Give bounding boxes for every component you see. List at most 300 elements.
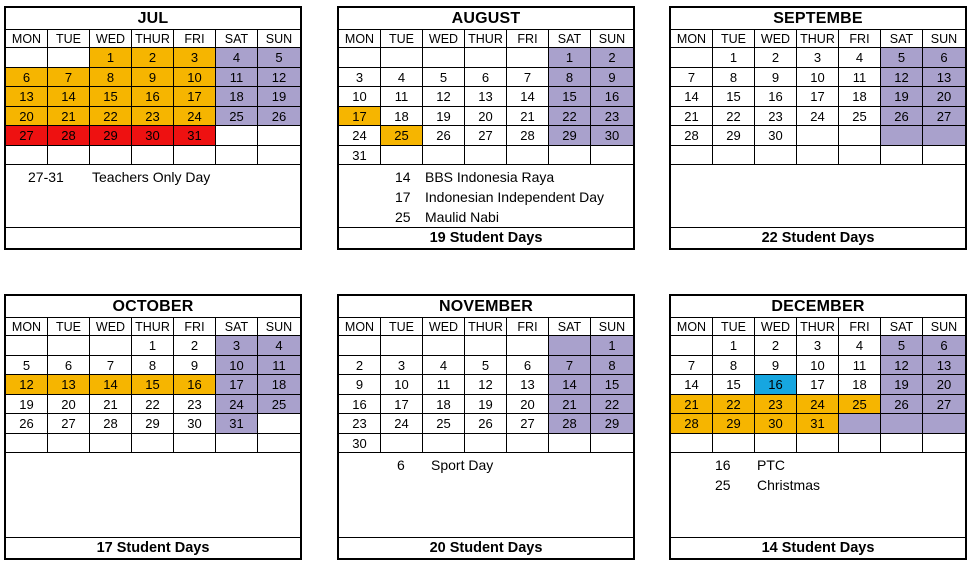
day-header: WED [90, 318, 132, 336]
day-cell: 8 [713, 68, 755, 88]
day-cell [381, 146, 423, 166]
day-cell: 31 [797, 414, 839, 434]
day-header: TUE [713, 30, 755, 48]
day-cell: 28 [549, 414, 591, 434]
note-item [715, 457, 785, 473]
day-cell [465, 146, 507, 166]
day-cell: 1 [549, 48, 591, 68]
day-cell: 11 [258, 356, 300, 376]
note-text: Teachers Only Day [92, 169, 211, 185]
day-cell [465, 48, 507, 68]
day-cell: 16 [339, 395, 381, 415]
day-cell: 26 [881, 395, 923, 415]
note-date: 14 [395, 169, 411, 185]
day-cell [48, 146, 90, 166]
day-cell: 22 [90, 107, 132, 127]
day-cell: 20 [465, 107, 507, 127]
day-cell: 27 [465, 126, 507, 146]
day-header: TUE [381, 30, 423, 48]
day-cell: 28 [671, 126, 713, 146]
day-cell [923, 434, 965, 454]
day-header: TUE [381, 318, 423, 336]
day-header: SAT [216, 30, 258, 48]
day-cell: 20 [507, 395, 549, 415]
note-date: 6 [397, 457, 405, 473]
note-date: 25 [395, 209, 411, 225]
day-cell: 10 [339, 87, 381, 107]
day-cell: 9 [174, 356, 216, 376]
day-cell [923, 414, 965, 434]
day-cell: 22 [713, 395, 755, 415]
day-cell: 14 [671, 87, 713, 107]
day-cell: 25 [216, 107, 258, 127]
day-header: TUE [48, 318, 90, 336]
day-cell: 5 [423, 68, 465, 88]
day-cell: 18 [839, 87, 881, 107]
day-cell: 15 [591, 375, 633, 395]
day-cell [132, 146, 174, 166]
day-cell: 22 [132, 395, 174, 415]
day-header: FRI [839, 30, 881, 48]
day-cell: 9 [755, 68, 797, 88]
day-cell [339, 336, 381, 356]
day-header: TUE [48, 30, 90, 48]
day-cell: 20 [923, 87, 965, 107]
day-cell: 10 [797, 68, 839, 88]
day-header: SUN [591, 30, 633, 48]
day-header: THUR [465, 318, 507, 336]
day-cell [671, 336, 713, 356]
day-cell [90, 434, 132, 454]
note-date: 27-31 [28, 169, 64, 185]
day-cell [671, 48, 713, 68]
day-header: MON [671, 318, 713, 336]
day-cell: 8 [132, 356, 174, 376]
day-cell [881, 414, 923, 434]
day-cell: 25 [839, 107, 881, 127]
month-grid [671, 318, 965, 453]
day-cell: 12 [258, 68, 300, 88]
month-grid [6, 30, 300, 165]
day-cell: 13 [465, 87, 507, 107]
day-header: MON [671, 30, 713, 48]
day-cell: 29 [90, 126, 132, 146]
day-cell [839, 434, 881, 454]
day-cell [839, 414, 881, 434]
note-text: Maulid Nabi [425, 209, 499, 225]
day-cell [465, 434, 507, 454]
day-cell: 17 [381, 395, 423, 415]
day-cell: 28 [48, 126, 90, 146]
note-date: 16 [715, 457, 731, 473]
day-cell: 16 [174, 375, 216, 395]
day-cell: 9 [755, 356, 797, 376]
day-cell [258, 414, 300, 434]
day-cell [216, 126, 258, 146]
day-cell: 19 [881, 375, 923, 395]
day-cell [48, 48, 90, 68]
note-text: PTC [757, 457, 785, 473]
day-header: FRI [839, 318, 881, 336]
day-cell [465, 336, 507, 356]
day-cell: 12 [881, 68, 923, 88]
note-item [715, 477, 820, 493]
day-cell [174, 146, 216, 166]
day-cell: 13 [507, 375, 549, 395]
day-cell [507, 48, 549, 68]
day-cell: 5 [258, 48, 300, 68]
day-cell: 22 [549, 107, 591, 127]
note-item [395, 209, 499, 225]
day-cell: 25 [258, 395, 300, 415]
day-cell [258, 126, 300, 146]
day-cell [713, 434, 755, 454]
day-cell [423, 48, 465, 68]
day-cell [591, 146, 633, 166]
day-cell [423, 434, 465, 454]
day-cell: 14 [48, 87, 90, 107]
day-header: WED [90, 30, 132, 48]
student-days-footer: 22 Student Days [761, 230, 875, 246]
day-cell: 11 [839, 68, 881, 88]
day-cell: 8 [549, 68, 591, 88]
day-cell [6, 48, 48, 68]
day-cell: 26 [465, 414, 507, 434]
day-cell: 5 [881, 48, 923, 68]
day-cell: 23 [339, 414, 381, 434]
day-cell: 18 [423, 395, 465, 415]
day-cell [591, 434, 633, 454]
day-cell: 15 [713, 375, 755, 395]
month-5 [337, 294, 635, 560]
day-cell: 8 [90, 68, 132, 88]
day-cell: 17 [339, 107, 381, 127]
day-cell [216, 146, 258, 166]
day-cell: 10 [381, 375, 423, 395]
day-cell: 24 [216, 395, 258, 415]
day-cell [48, 336, 90, 356]
day-cell: 5 [6, 356, 48, 376]
month-grid [671, 30, 965, 165]
day-cell: 10 [216, 356, 258, 376]
day-cell [381, 336, 423, 356]
note-text: BBS Indonesia Raya [425, 169, 555, 185]
day-cell: 26 [881, 107, 923, 127]
day-header: THUR [132, 318, 174, 336]
day-header: THUR [797, 318, 839, 336]
day-cell: 6 [48, 356, 90, 376]
day-header: SAT [881, 318, 923, 336]
day-cell: 29 [549, 126, 591, 146]
month-title: DECEMBER [671, 296, 965, 318]
day-cell: 26 [6, 414, 48, 434]
day-cell [671, 146, 713, 166]
day-header: MON [6, 318, 48, 336]
day-header: THUR [797, 30, 839, 48]
day-header: FRI [507, 30, 549, 48]
day-header: FRI [507, 318, 549, 336]
day-cell: 6 [6, 68, 48, 88]
day-cell: 17 [797, 87, 839, 107]
day-cell: 14 [507, 87, 549, 107]
day-cell: 8 [713, 356, 755, 376]
day-cell [671, 434, 713, 454]
day-cell: 29 [713, 126, 755, 146]
note-date: 17 [395, 189, 411, 205]
day-cell: 3 [381, 356, 423, 376]
day-cell: 9 [132, 68, 174, 88]
day-cell: 14 [90, 375, 132, 395]
day-cell: 18 [839, 375, 881, 395]
day-cell [507, 434, 549, 454]
day-cell [90, 336, 132, 356]
day-header: MON [339, 318, 381, 336]
day-cell: 3 [339, 68, 381, 88]
day-cell: 23 [174, 395, 216, 415]
day-cell: 19 [258, 87, 300, 107]
day-cell: 2 [339, 356, 381, 376]
day-cell: 25 [381, 126, 423, 146]
day-cell: 11 [839, 356, 881, 376]
day-cell: 19 [881, 87, 923, 107]
day-cell: 27 [48, 414, 90, 434]
day-cell: 30 [755, 414, 797, 434]
day-cell [549, 146, 591, 166]
day-cell: 7 [549, 356, 591, 376]
day-cell: 19 [465, 395, 507, 415]
notes-area [671, 165, 965, 228]
day-cell: 3 [216, 336, 258, 356]
day-cell [258, 434, 300, 454]
day-cell [923, 126, 965, 146]
day-cell: 12 [465, 375, 507, 395]
day-cell: 15 [90, 87, 132, 107]
day-cell: 12 [881, 356, 923, 376]
day-cell: 19 [6, 395, 48, 415]
day-cell [839, 126, 881, 146]
day-cell [881, 146, 923, 166]
day-header: WED [423, 30, 465, 48]
day-cell [797, 434, 839, 454]
day-cell: 15 [549, 87, 591, 107]
notes-area [6, 453, 300, 538]
day-cell: 16 [591, 87, 633, 107]
day-cell: 17 [216, 375, 258, 395]
day-cell [6, 146, 48, 166]
day-cell [339, 48, 381, 68]
day-cell: 24 [797, 107, 839, 127]
day-cell [797, 146, 839, 166]
day-header: SAT [549, 30, 591, 48]
day-cell: 1 [591, 336, 633, 356]
day-cell [6, 336, 48, 356]
note-text: Christmas [757, 477, 821, 493]
day-cell [6, 434, 48, 454]
day-cell: 16 [132, 87, 174, 107]
note-item [395, 169, 554, 185]
day-cell: 20 [48, 395, 90, 415]
student-days-footer [6, 228, 300, 248]
day-cell [713, 146, 755, 166]
day-cell: 31 [216, 414, 258, 434]
day-cell [507, 146, 549, 166]
day-cell: 30 [339, 434, 381, 454]
day-cell: 7 [507, 68, 549, 88]
day-cell: 1 [713, 48, 755, 68]
day-cell: 6 [923, 336, 965, 356]
day-cell: 2 [755, 48, 797, 68]
day-cell: 4 [258, 336, 300, 356]
day-cell [258, 146, 300, 166]
day-cell: 3 [797, 48, 839, 68]
day-cell: 21 [48, 107, 90, 127]
day-cell [132, 434, 174, 454]
day-cell: 7 [671, 68, 713, 88]
day-cell [381, 434, 423, 454]
day-cell: 25 [839, 395, 881, 415]
day-header: SUN [923, 318, 965, 336]
day-cell: 21 [671, 107, 713, 127]
month-title: NOVEMBER [339, 296, 633, 318]
day-cell: 18 [258, 375, 300, 395]
day-cell [549, 336, 591, 356]
day-cell: 8 [591, 356, 633, 376]
student-days-footer: 17 Student Days [96, 540, 210, 556]
month-grid [339, 30, 633, 165]
day-cell [881, 126, 923, 146]
day-cell [797, 126, 839, 146]
day-cell: 29 [591, 414, 633, 434]
month-title: JUL [6, 8, 300, 30]
day-cell: 13 [48, 375, 90, 395]
day-cell: 30 [591, 126, 633, 146]
month-grid [339, 318, 633, 453]
day-cell: 3 [174, 48, 216, 68]
day-cell: 1 [713, 336, 755, 356]
day-cell: 10 [174, 68, 216, 88]
day-cell [923, 146, 965, 166]
day-cell: 27 [507, 414, 549, 434]
month-6 [669, 294, 967, 560]
day-cell: 14 [549, 375, 591, 395]
day-cell: 29 [713, 414, 755, 434]
student-days-footer: 20 Student Days [429, 540, 543, 556]
day-cell: 18 [381, 107, 423, 127]
day-cell: 21 [90, 395, 132, 415]
day-header: WED [423, 318, 465, 336]
day-cell: 21 [507, 107, 549, 127]
day-cell: 13 [6, 87, 48, 107]
day-cell [90, 146, 132, 166]
day-cell: 18 [216, 87, 258, 107]
notes-area [339, 453, 633, 538]
day-cell: 17 [174, 87, 216, 107]
day-cell: 3 [797, 336, 839, 356]
day-cell: 4 [839, 336, 881, 356]
day-cell: 5 [465, 356, 507, 376]
day-cell [507, 336, 549, 356]
day-cell: 25 [423, 414, 465, 434]
day-header: FRI [174, 318, 216, 336]
day-cell [48, 434, 90, 454]
day-cell: 4 [839, 48, 881, 68]
day-cell: 30 [755, 126, 797, 146]
day-cell: 15 [713, 87, 755, 107]
note-text: Sport Day [431, 457, 494, 473]
day-cell: 28 [90, 414, 132, 434]
note-text: Indonesian Independent Day [425, 189, 605, 205]
day-cell: 31 [174, 126, 216, 146]
day-header: THUR [132, 30, 174, 48]
day-cell: 13 [923, 356, 965, 376]
day-cell: 29 [132, 414, 174, 434]
day-cell: 24 [797, 395, 839, 415]
day-cell: 21 [549, 395, 591, 415]
day-header: TUE [713, 318, 755, 336]
day-cell [381, 48, 423, 68]
day-cell: 20 [6, 107, 48, 127]
day-header: SUN [258, 30, 300, 48]
day-cell: 11 [216, 68, 258, 88]
month-4 [4, 294, 302, 560]
day-cell: 2 [132, 48, 174, 68]
day-cell: 2 [591, 48, 633, 68]
note-date: 25 [715, 477, 731, 493]
day-cell: 1 [90, 48, 132, 68]
day-cell: 27 [923, 107, 965, 127]
day-cell: 21 [671, 395, 713, 415]
day-cell: 16 [755, 375, 797, 395]
day-header: THUR [465, 30, 507, 48]
day-header: FRI [174, 30, 216, 48]
day-cell: 27 [923, 395, 965, 415]
day-header: WED [755, 30, 797, 48]
day-cell: 4 [423, 356, 465, 376]
day-cell: 23 [755, 395, 797, 415]
day-header: SAT [549, 318, 591, 336]
notes-area [339, 165, 633, 228]
day-cell: 13 [923, 68, 965, 88]
day-cell [216, 434, 258, 454]
month-title: SEPTEMBE [671, 8, 965, 30]
day-cell: 12 [423, 87, 465, 107]
day-cell: 14 [671, 375, 713, 395]
note-item [397, 457, 493, 473]
day-cell [174, 434, 216, 454]
day-cell: 23 [132, 107, 174, 127]
day-cell: 2 [755, 336, 797, 356]
day-header: SAT [216, 318, 258, 336]
day-cell: 5 [881, 336, 923, 356]
day-cell: 9 [339, 375, 381, 395]
day-cell: 7 [671, 356, 713, 376]
day-header: MON [339, 30, 381, 48]
day-cell: 6 [923, 48, 965, 68]
day-cell [755, 146, 797, 166]
day-cell: 27 [6, 126, 48, 146]
month-2 [337, 6, 635, 250]
day-cell: 22 [591, 395, 633, 415]
month-grid [6, 318, 300, 453]
month-3 [669, 6, 967, 250]
note-item [28, 169, 210, 185]
day-cell: 31 [339, 146, 381, 166]
day-header: SAT [881, 30, 923, 48]
note-item [395, 189, 604, 205]
day-cell: 11 [381, 87, 423, 107]
day-cell [755, 434, 797, 454]
day-cell: 4 [216, 48, 258, 68]
